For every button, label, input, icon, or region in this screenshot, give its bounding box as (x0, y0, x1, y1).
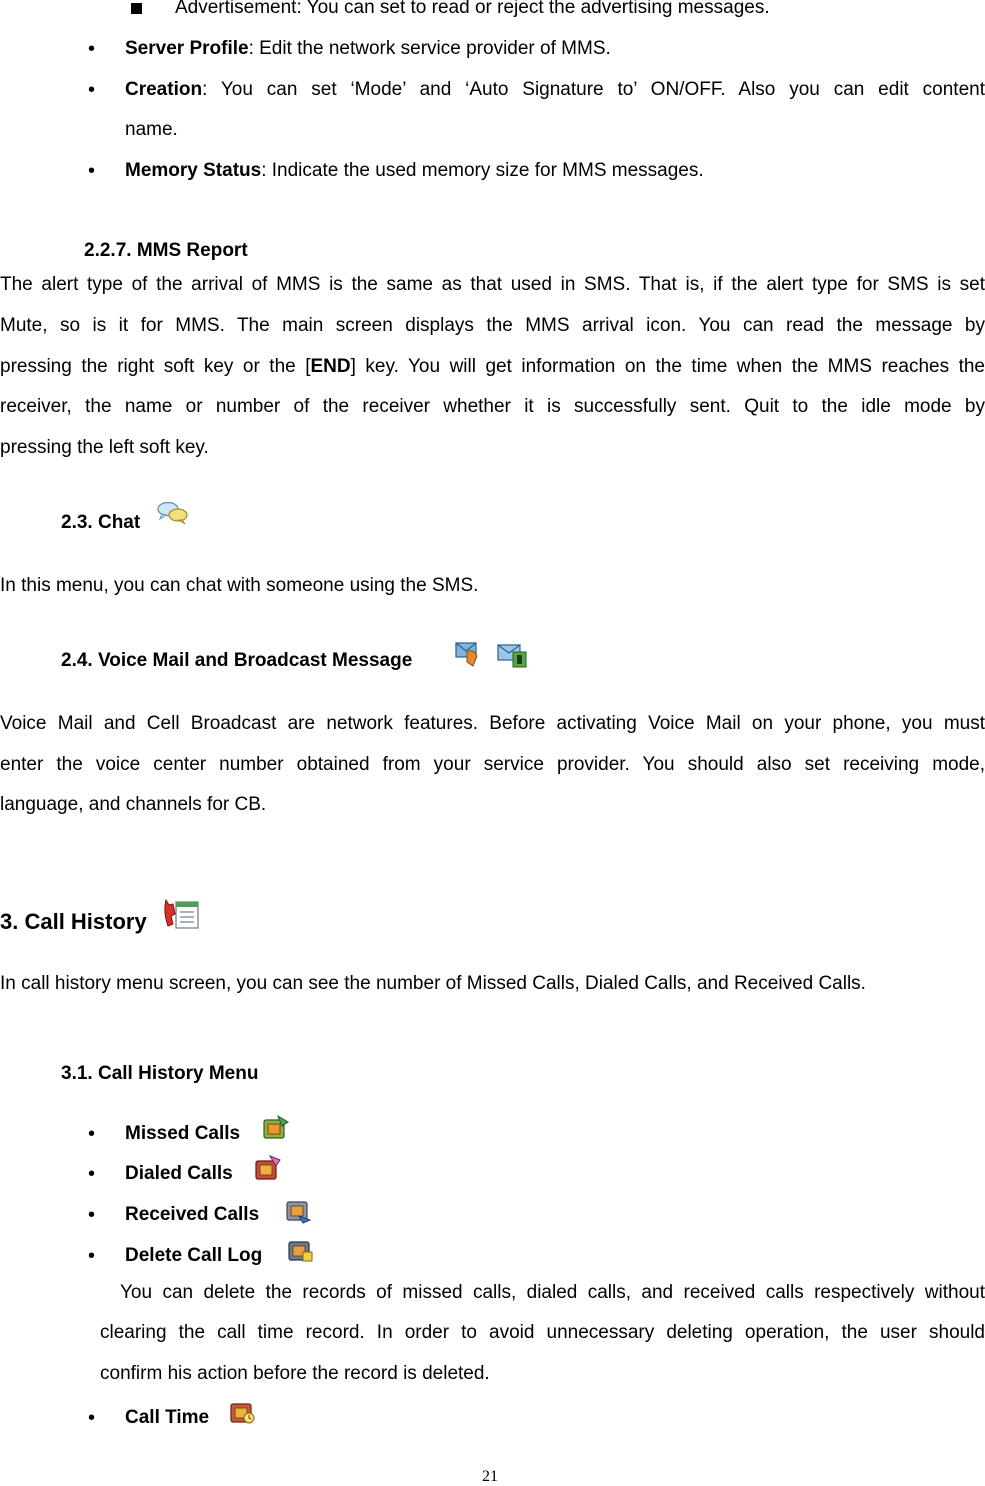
delete-call-log-line2: clearing the call time record. In order to avoid unnecessary deleting operation, the user should (100, 1322, 985, 1343)
end-key-label: END (310, 356, 351, 377)
bullet: • (88, 1123, 96, 1145)
dialed-calls-icon (253, 1154, 283, 1182)
call-history-menu-heading: 3.1. Call History Menu (61, 1063, 259, 1084)
memory-status-term: Memory Status (125, 160, 262, 181)
dialed-calls-label: Dialed Calls (125, 1163, 233, 1184)
memory-status-text: : Indicate the used memory size for MMS messages. (261, 160, 704, 181)
mms-report-line5: pressing the left soft key. (0, 437, 209, 458)
voice-mail-line2: enter the voice center number obtained from your service provider. You should also set receiving mode, (0, 754, 985, 775)
advertisement-text: Advertisement: You can set to read or reject the advertising messages. (175, 0, 770, 18)
call-time-label: Call Time (125, 1407, 210, 1428)
received-calls-label: Received Calls (125, 1204, 260, 1225)
bullet: • (88, 1407, 96, 1429)
mms-report-line3-b: ] key. You will get information on the time when the MMS reaches the (350, 356, 985, 377)
call-history-heading: 3. Call History (0, 909, 147, 934)
delete-call-log-label: Delete Call Log (125, 1245, 263, 1266)
page-number: 21 (482, 1468, 498, 1485)
mms-report-line3-a: pressing the right soft key or the [ (0, 356, 311, 377)
call-history-text: In call history menu screen, you can see the number of Missed Calls, Dialed Calls, and Received Calls. (0, 973, 866, 994)
missed-calls-icon (260, 1114, 290, 1142)
server-profile-text: : Edit the network service provider of MMS. (248, 38, 611, 59)
chat-heading: 2.3. Chat (61, 512, 141, 533)
voice-mail-heading: 2.4. Voice Mail and Broadcast Message (61, 650, 413, 671)
call-history-icon (162, 896, 200, 932)
creation-line1: : You can set ‘Mode’ and ‘Auto Signature to’ ON/OFF. Also you can edit content (202, 79, 985, 100)
creation-item (125, 79, 985, 101)
voice-mail-icon (453, 638, 485, 668)
creation-line2: name. (125, 119, 178, 140)
bullet: • (88, 38, 96, 60)
mms-report-heading: 2.2.7. MMS Report (84, 240, 248, 261)
broadcast-message-icon (496, 640, 530, 670)
server-profile-item (125, 38, 611, 60)
bullet: • (88, 1245, 96, 1267)
chat-text: In this menu, you can chat with someone using the SMS. (0, 575, 479, 596)
voice-mail-line3: language, and channels for CB. (0, 794, 267, 815)
delete-call-log-line1: You can delete the records of missed calls, dialed calls, and received calls respectively without (120, 1282, 985, 1303)
server-profile-term: Server Profile (125, 38, 249, 59)
voice-mail-line1: Voice Mail and Cell Broadcast are network features. Before activating Voice Mail on your phone, you must (0, 713, 985, 734)
creation-term: Creation (125, 79, 203, 100)
call-time-icon (227, 1398, 257, 1426)
delete-call-log-line3: confirm his action before the record is deleted. (100, 1363, 490, 1384)
delete-call-log-icon (285, 1236, 315, 1264)
memory-status-item (125, 160, 704, 182)
mms-report-line2: Mute, so is it for MMS. The main screen displays the MMS arrival icon. You can read the message by (0, 315, 985, 336)
bullet: • (88, 1204, 96, 1226)
mms-report-line3 (0, 356, 985, 378)
received-calls-icon (283, 1196, 313, 1224)
missed-calls-label: Missed Calls (125, 1123, 241, 1144)
chat-bubbles-icon (156, 500, 190, 526)
bullet: • (88, 160, 96, 182)
mms-report-line4: receiver, the name or number of the receiver whether it is successfully sent. Quit to the idle mode by (0, 396, 985, 417)
square-bullet (131, 3, 142, 14)
bullet: • (88, 79, 96, 101)
mms-report-line1: The alert type of the arrival of MMS is the same as that used in SMS. That is, if the alert type for SMS is set (0, 274, 985, 295)
bullet: • (88, 1163, 96, 1185)
